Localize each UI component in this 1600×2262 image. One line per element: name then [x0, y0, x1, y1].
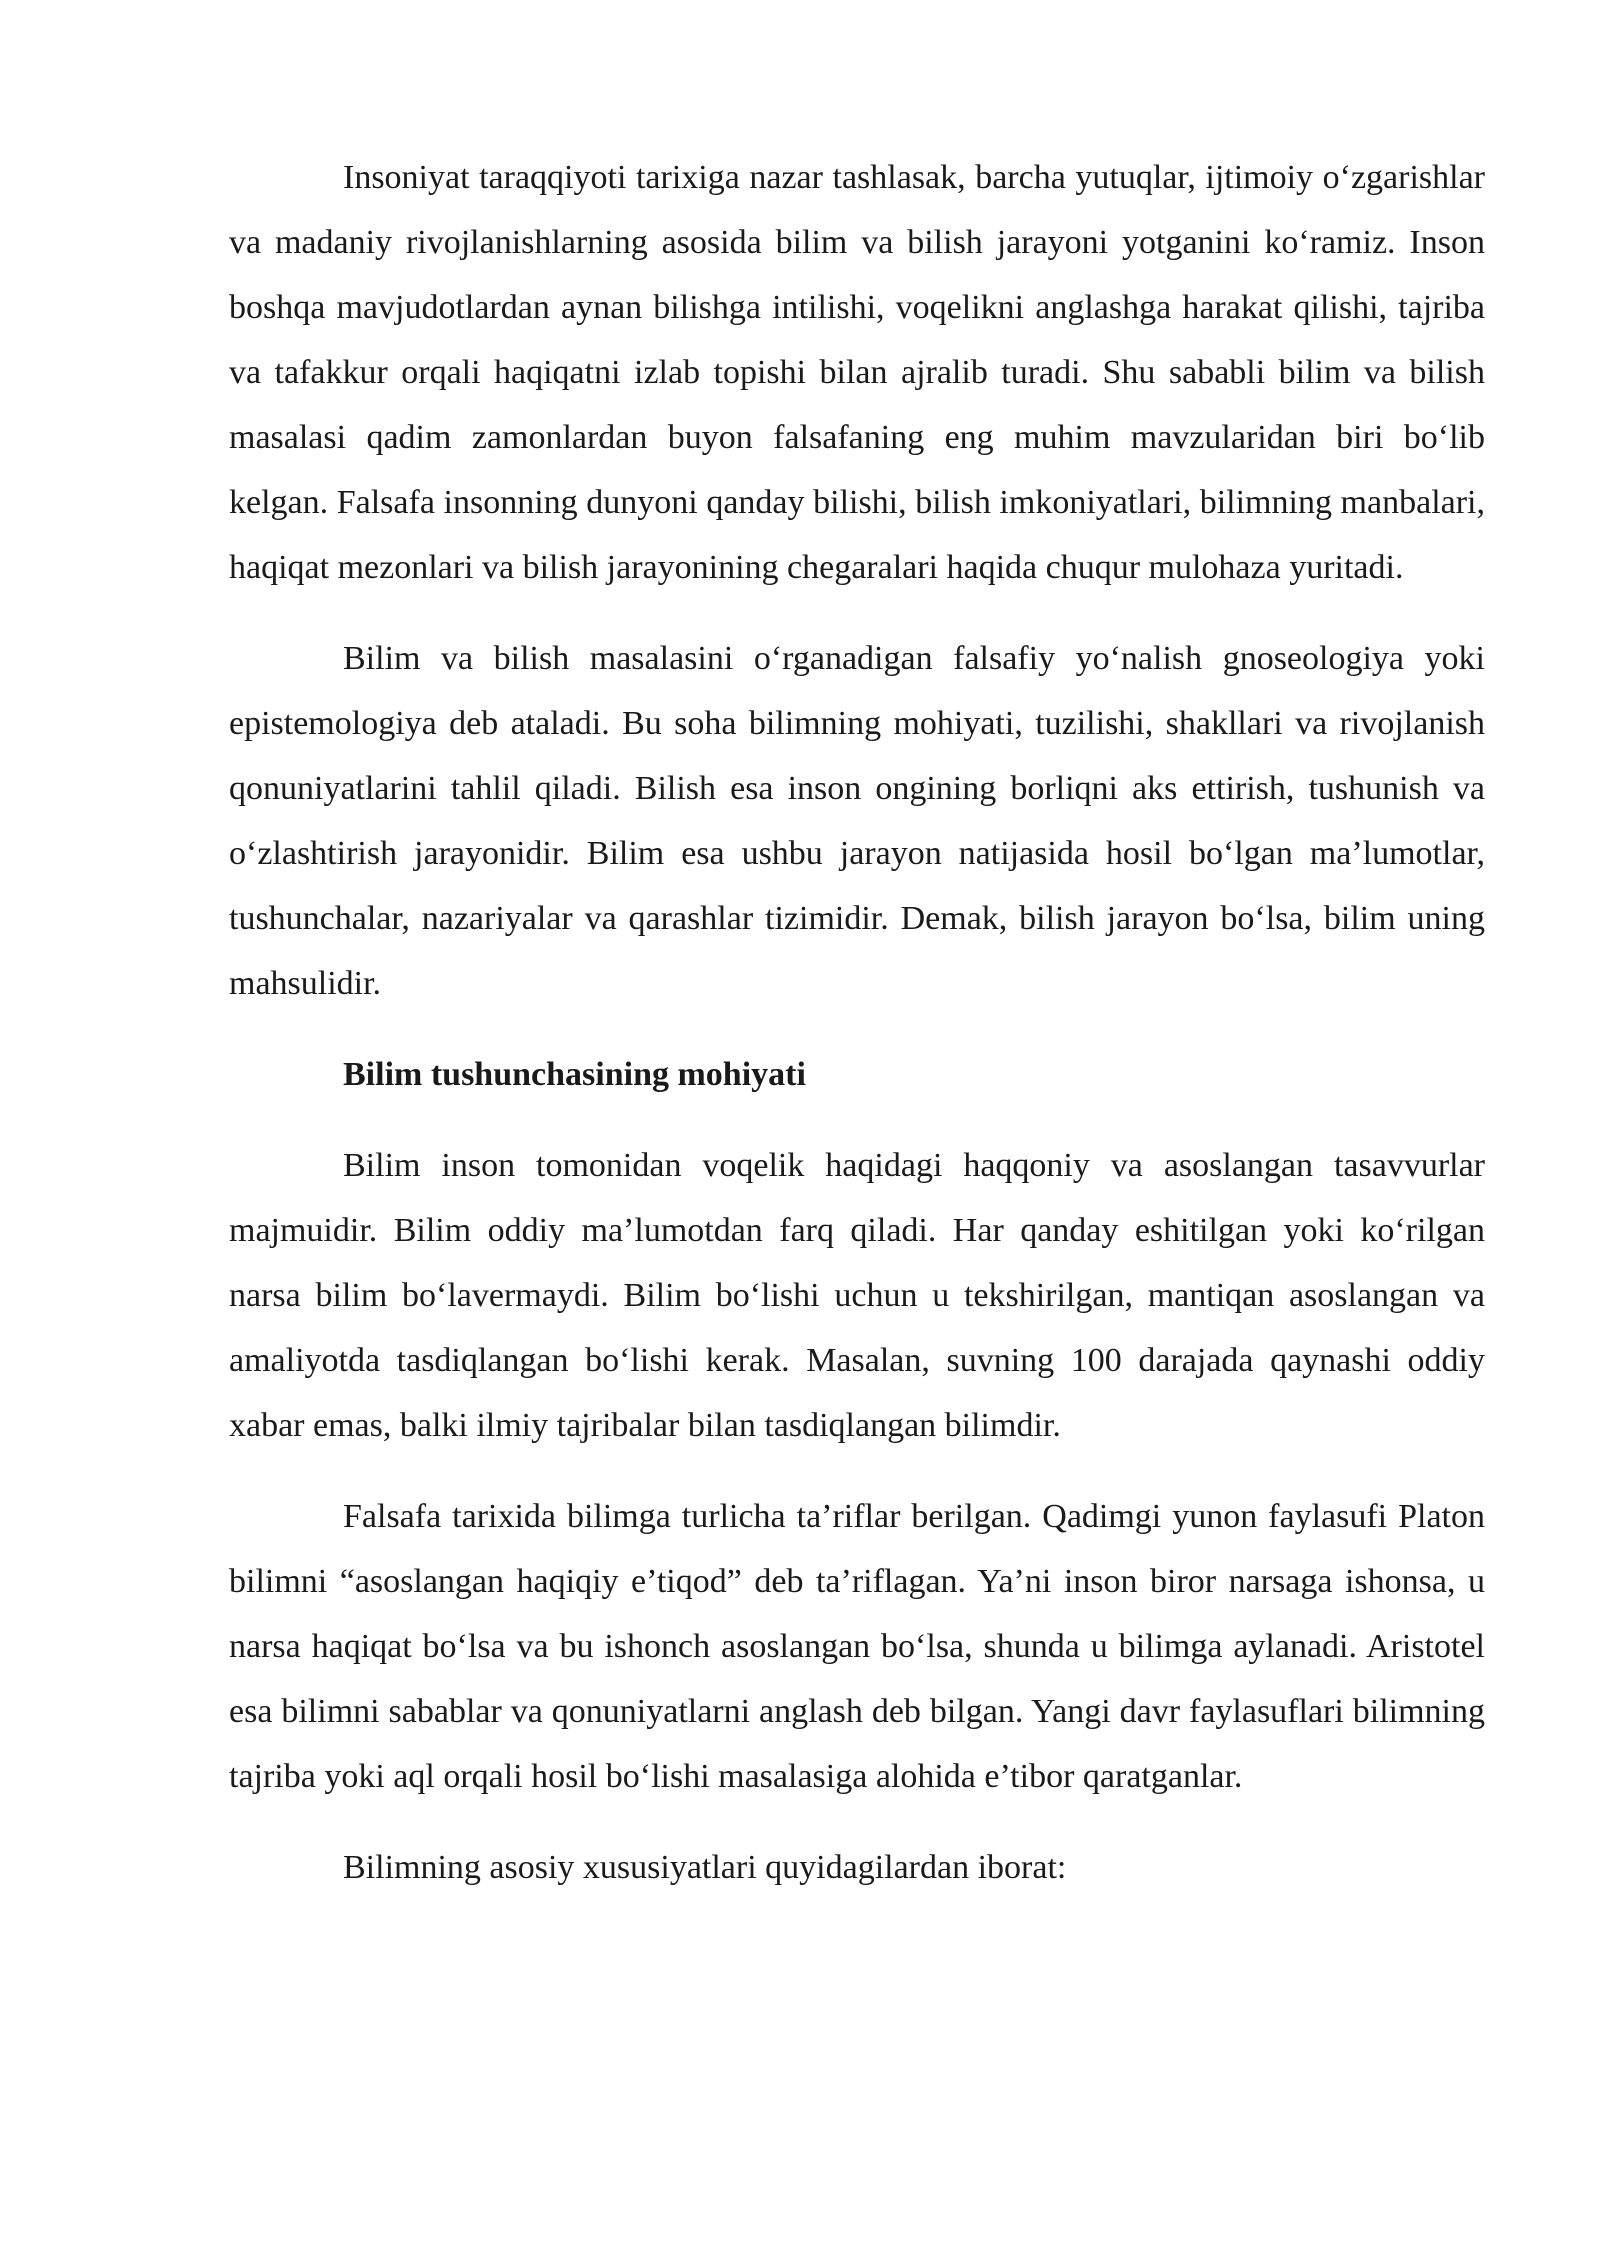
paragraph-properties-intro: Bilimning asosiy xususiyatlari quyidagilardan iborat: [343, 1849, 1067, 1886]
section-heading: Bilim tushunchasining mohiyati [343, 1056, 806, 1093]
paragraph-gnoseology: Bilim va bilish masalasini o‘rganadigan falsafiy yo‘nalish gnoseologiya yoki epistemologiya deb ataladi. Bu soha bilimning mohiyati, tuzilishi, shakllari va rivojlanish qonuniyatlarini tahlil qiladi. Bilish esa inson ongining borliqni aks ettirish, tushunish va o‘zlashtirish jarayonidir. Bilim esa ushbu jarayon natijasida hosil bo‘lgan ma’lumotlar, tushunchalar, nazariyalar va qarashlar tizimidir. Demak, bilish jarayon bo‘lsa, bilim uning mahsulidir. [229, 640, 1485, 1002]
paragraph-intro: Insoniyat taraqqiyoti tarixiga nazar tashlasak, barcha yutuqlar, ijtimoiy o‘zgarishlar va madaniy rivojlanishlarning asosida bilim va bilish jarayoni yotganini ko‘ramiz. Inson boshqa mavjudotlardan aynan bilishga intilishi, voqelikni anglashga harakat qilishi, tajriba va tafakkur orqali haqiqatni izlab topishi bilan ajralib turadi. Shu sababli bilim va bilish masalasi qadim zamonlardan buyon falsafaning eng muhim mavzularidan biri bo‘lib kelgan. Falsafa insonning dunyoni qanday bilishi, bilish imkoniyatlari, bilimning manbalari, haqiqat mezonlari va bilish jarayonining chegaralari haqida chuqur mulohaza yuritadi. [229, 159, 1485, 586]
paragraph-knowledge-definition: Bilim inson tomonidan voqelik haqidagi haqqoniy va asoslangan tasavvurlar majmuidir. Bilim oddiy ma’lumotdan farq qiladi. Har qanday eshitilgan yoki ko‘rilgan narsa bilim bo‘lavermaydi. Bilim bo‘lishi uchun u tekshirilgan, mantiqan asoslangan va amaliyotda tasdiqlangan bo‘lishi kerak. Masalan, suvning 100 darajada qaynashi oddiy xabar emas, balki ilmiy tajribalar bilan tasdiqlangan bilimdir. [229, 1147, 1485, 1444]
document-body [229, 145, 1485, 1900]
paragraph-philosophy-history: Falsafa tarixida bilimga turlicha ta’riflar berilgan. Qadimgi yunon faylasufi Platon bilimni “asoslangan haqiqiy e’tiqod” deb ta’riflagan. Ya’ni inson biror narsaga ishonsa, u narsa haqiqat bo‘lsa va bu ishonch asoslangan bo‘lsa, shunda u bilimga aylanadi. Aristotel esa bilimni sabablar va qonuniyatlarni anglash deb bilgan. Yangi davr faylasuflari bilimning tajriba yoki aql orqali hosil bo‘lishi masalasiga alohida e’tibor qaratganlar. [229, 1498, 1485, 1795]
